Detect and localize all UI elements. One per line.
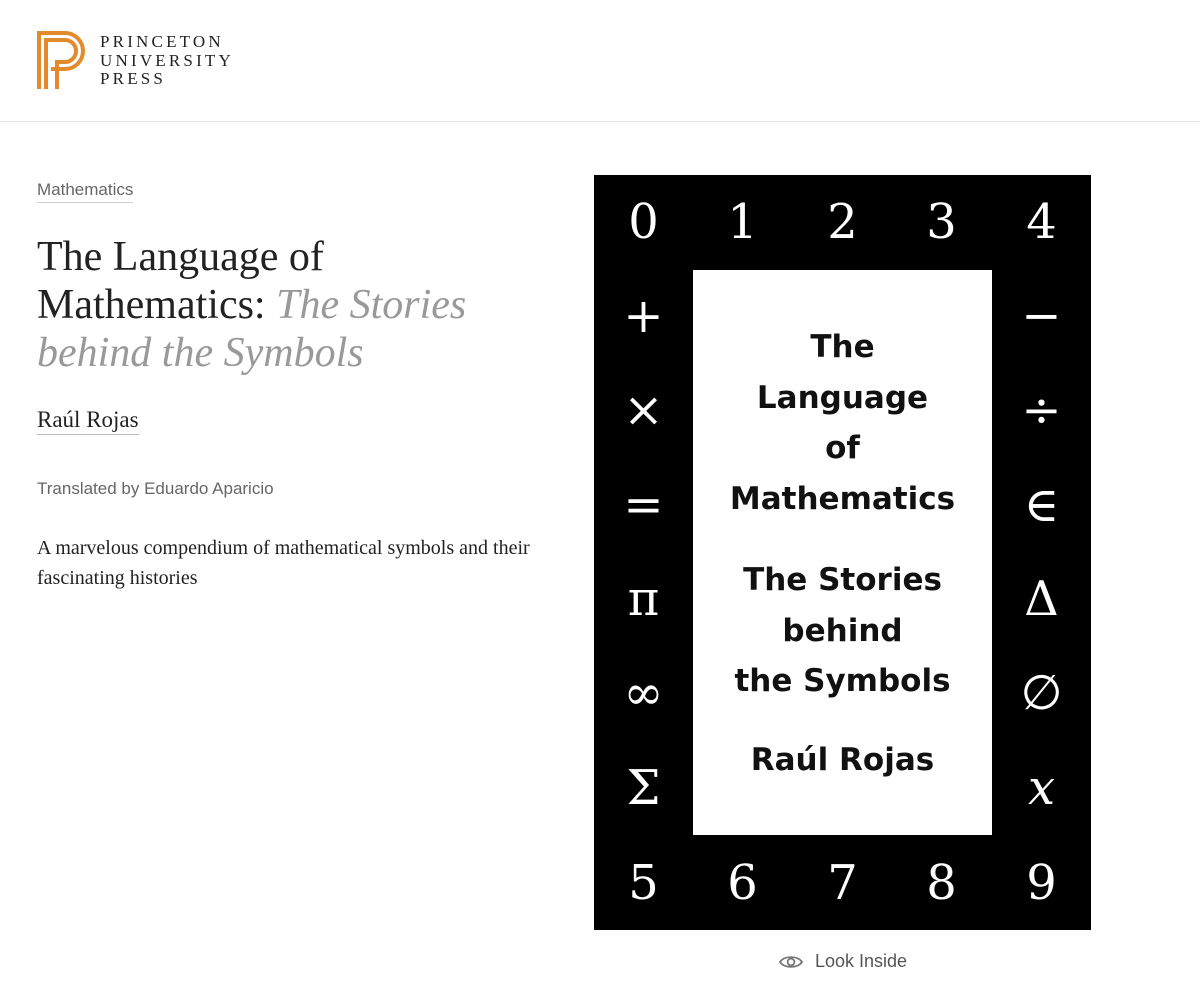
logo-line-2: UNIVERSITY	[100, 50, 234, 70]
cover-subtitle-line: the Symbols	[734, 663, 951, 699]
cover-left-cell: π	[595, 553, 692, 645]
cover-left-cell: Σ	[595, 742, 692, 834]
cover-right-cell: ∈	[993, 459, 1090, 551]
cover-right-cell: ÷	[993, 364, 1090, 456]
logo-line-3: PRESS	[100, 69, 167, 88]
cover-left-cell: =	[595, 459, 692, 551]
book-title-main: The Language of Mathematics:	[37, 234, 324, 328]
book-blurb: A marvelous compendium of mathematical symbols and their fascinating histories	[37, 537, 530, 589]
cover-top-cell: 0	[595, 176, 692, 268]
logo-wordmark	[100, 33, 234, 89]
cover-subtitle-line: The Stories	[743, 562, 942, 598]
cover-title	[693, 322, 992, 524]
eye-icon	[779, 954, 803, 970]
cover-bottom-cell: 7	[794, 837, 891, 929]
cover-left-cell: +	[595, 270, 692, 362]
cover-right-cell: ∅	[993, 647, 1090, 739]
book-info	[37, 180, 557, 593]
princeton-p-logo-icon	[37, 31, 89, 89]
cover-right-cell: −	[993, 270, 1090, 362]
cover-author: Raúl Rojas	[750, 742, 935, 778]
cover-top-cell: 2	[794, 176, 891, 268]
cover-center-panel	[693, 270, 992, 835]
cover-right-cell: x	[993, 742, 1090, 834]
cover-top-cell: 4	[993, 176, 1090, 268]
cover-bottom-cell: 6	[694, 837, 791, 929]
look-inside-button[interactable]	[779, 951, 907, 972]
book-title	[37, 233, 557, 377]
cover-title-line: of	[825, 430, 860, 466]
cover-top-cell: 3	[893, 176, 990, 268]
cover-left-cell: ×	[595, 364, 692, 456]
author-link[interactable]: Raúl Rojas	[37, 407, 139, 435]
cover-subtitle	[693, 555, 992, 707]
cover-bottom-cell: 5	[595, 837, 692, 929]
cover-title-line: The	[810, 329, 875, 365]
cover-subtitle-line: behind	[782, 612, 903, 649]
translator-credit: Translated by Eduardo Aparicio	[37, 479, 274, 498]
logo-line-1: PRINCETON	[100, 32, 224, 51]
category-link[interactable]: Mathematics	[37, 180, 133, 203]
press-logo[interactable]	[37, 31, 234, 89]
cover-title-line: Mathematics	[729, 480, 956, 517]
cover-bottom-cell: 9	[993, 837, 1090, 929]
site-header	[0, 0, 1200, 122]
book-subtitle: The Stories behind the Symbols	[37, 282, 467, 376]
cover-left-cell: ∞	[595, 647, 692, 739]
cover-right-cell: Δ	[993, 553, 1090, 645]
look-inside-label: Look Inside	[815, 951, 908, 971]
cover-top-cell: 1	[694, 176, 791, 268]
cover-bottom-cell: 8	[893, 837, 990, 929]
cover-title-line: Language	[756, 379, 929, 416]
book-cover[interactable]	[594, 175, 1091, 930]
